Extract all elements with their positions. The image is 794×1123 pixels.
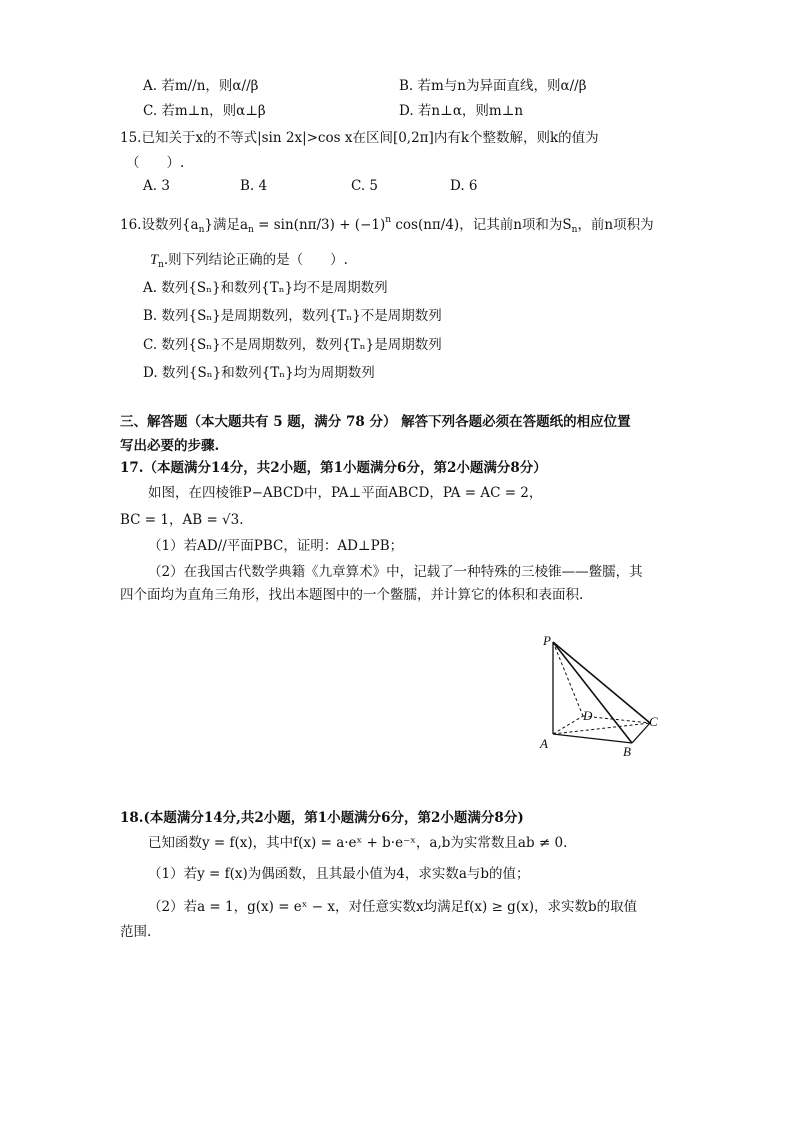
label-d: D bbox=[583, 708, 593, 723]
q14-option-b: B. 若m与n为异面直线，则α//β bbox=[399, 78, 587, 94]
q15-stem: 15.已知关于x的不等式|sin 2x|>cos x在区间[0,2π]内有k个整数解，则k的值为 bbox=[120, 130, 599, 146]
q16-option-b: B. 数列{Sₙ}是周期数列，数列{Tₙ}不是周期数列 bbox=[143, 308, 442, 324]
q18-text-line1: 已知函数y = f(x)，其中f(x) = a·eˣ + b·e⁻ˣ，a,b为实常数且ab ≠ 0. bbox=[148, 835, 568, 851]
q18-part2-line1: （2）若a = 1，g(x) = eˣ − x，对任意实数x均满足f(x) ≥ g(x)，求实数b的取值 bbox=[148, 899, 638, 915]
q15-option-b: B. 4 bbox=[240, 178, 268, 194]
q16-option-a: A. 数列{Sₙ}和数列{Tₙ}均不是周期数列 bbox=[143, 280, 388, 296]
q17-part2-line2: 四个面均为直角三角形，找出本题图中的一个鳖臑，并计算它的体积和表面积. bbox=[120, 587, 584, 603]
q15-option-a: A. 3 bbox=[143, 178, 170, 194]
q15-option-c: C. 5 bbox=[351, 178, 379, 194]
q18-header: 18.(本题满分14分,共2小题，第1小题满分6分，第2小题满分8分) bbox=[120, 810, 524, 826]
q15-blank: （ ）. bbox=[126, 155, 185, 171]
q17-part1: （1）若AD//平面PBC，证明：AD⊥PB； bbox=[148, 538, 404, 554]
q14-option-d: D. 若n⊥α，则m⊥n bbox=[399, 103, 524, 119]
q14-option-a: A. 若m//n，则α//β bbox=[143, 78, 259, 94]
q16-stem: 16.设数列$\{a_n\}$满足$a_n = \sin(n\pi/3) + (-1)^n$ cos(nπ/4)，记其前n项和为$S_n$，前n项积为 bbox=[120, 215, 654, 235]
q16-option-c: C. 数列{Sₙ}不是周期数列，数列{Tₙ}是周期数列 bbox=[143, 337, 442, 353]
q16-stem-line2: $T_n$.则下列结论正确的是（ ）. bbox=[150, 252, 348, 270]
q18-part2-line2: 范围. bbox=[120, 924, 152, 940]
q17-text-line2: BC = 1，AB = √3. bbox=[120, 512, 244, 528]
pyramid-figure bbox=[535, 628, 675, 768]
q14-option-c: C. 若m⊥n，则α⊥β bbox=[143, 103, 266, 119]
section-three-heading: 三、解答题（本大题共有 5 题，满分 78 分） 解答下列各题必须在答题纸的相应位置 bbox=[120, 414, 631, 430]
label-b: B bbox=[623, 744, 631, 759]
q16-option-d: D. 数列{Sₙ}和数列{Tₙ}均为周期数列 bbox=[143, 365, 375, 381]
label-c: C bbox=[649, 714, 658, 729]
section-three-heading-line2: 写出必要的步骤. bbox=[120, 438, 220, 454]
label-p: P bbox=[543, 633, 551, 648]
q17-part2-line1: （2）在我国古代数学典籍《九章算术》中，记载了一种特殊的三棱锥——鳖臑，其 bbox=[148, 564, 643, 580]
label-a: A bbox=[540, 736, 548, 751]
q18-part1: （1）若y = f(x)为偶函数，且其最小值为4，求实数a与b的值； bbox=[148, 866, 530, 882]
q17-header: 17.（本题满分14分，共2小题，第1小题满分6分，第2小题满分8分） bbox=[120, 460, 547, 476]
q17-text-line1: 如图，在四棱锥P−ABCD中，PA⊥平面ABCD，PA = AC = 2， bbox=[148, 485, 543, 501]
q15-option-d: D. 6 bbox=[450, 178, 478, 194]
